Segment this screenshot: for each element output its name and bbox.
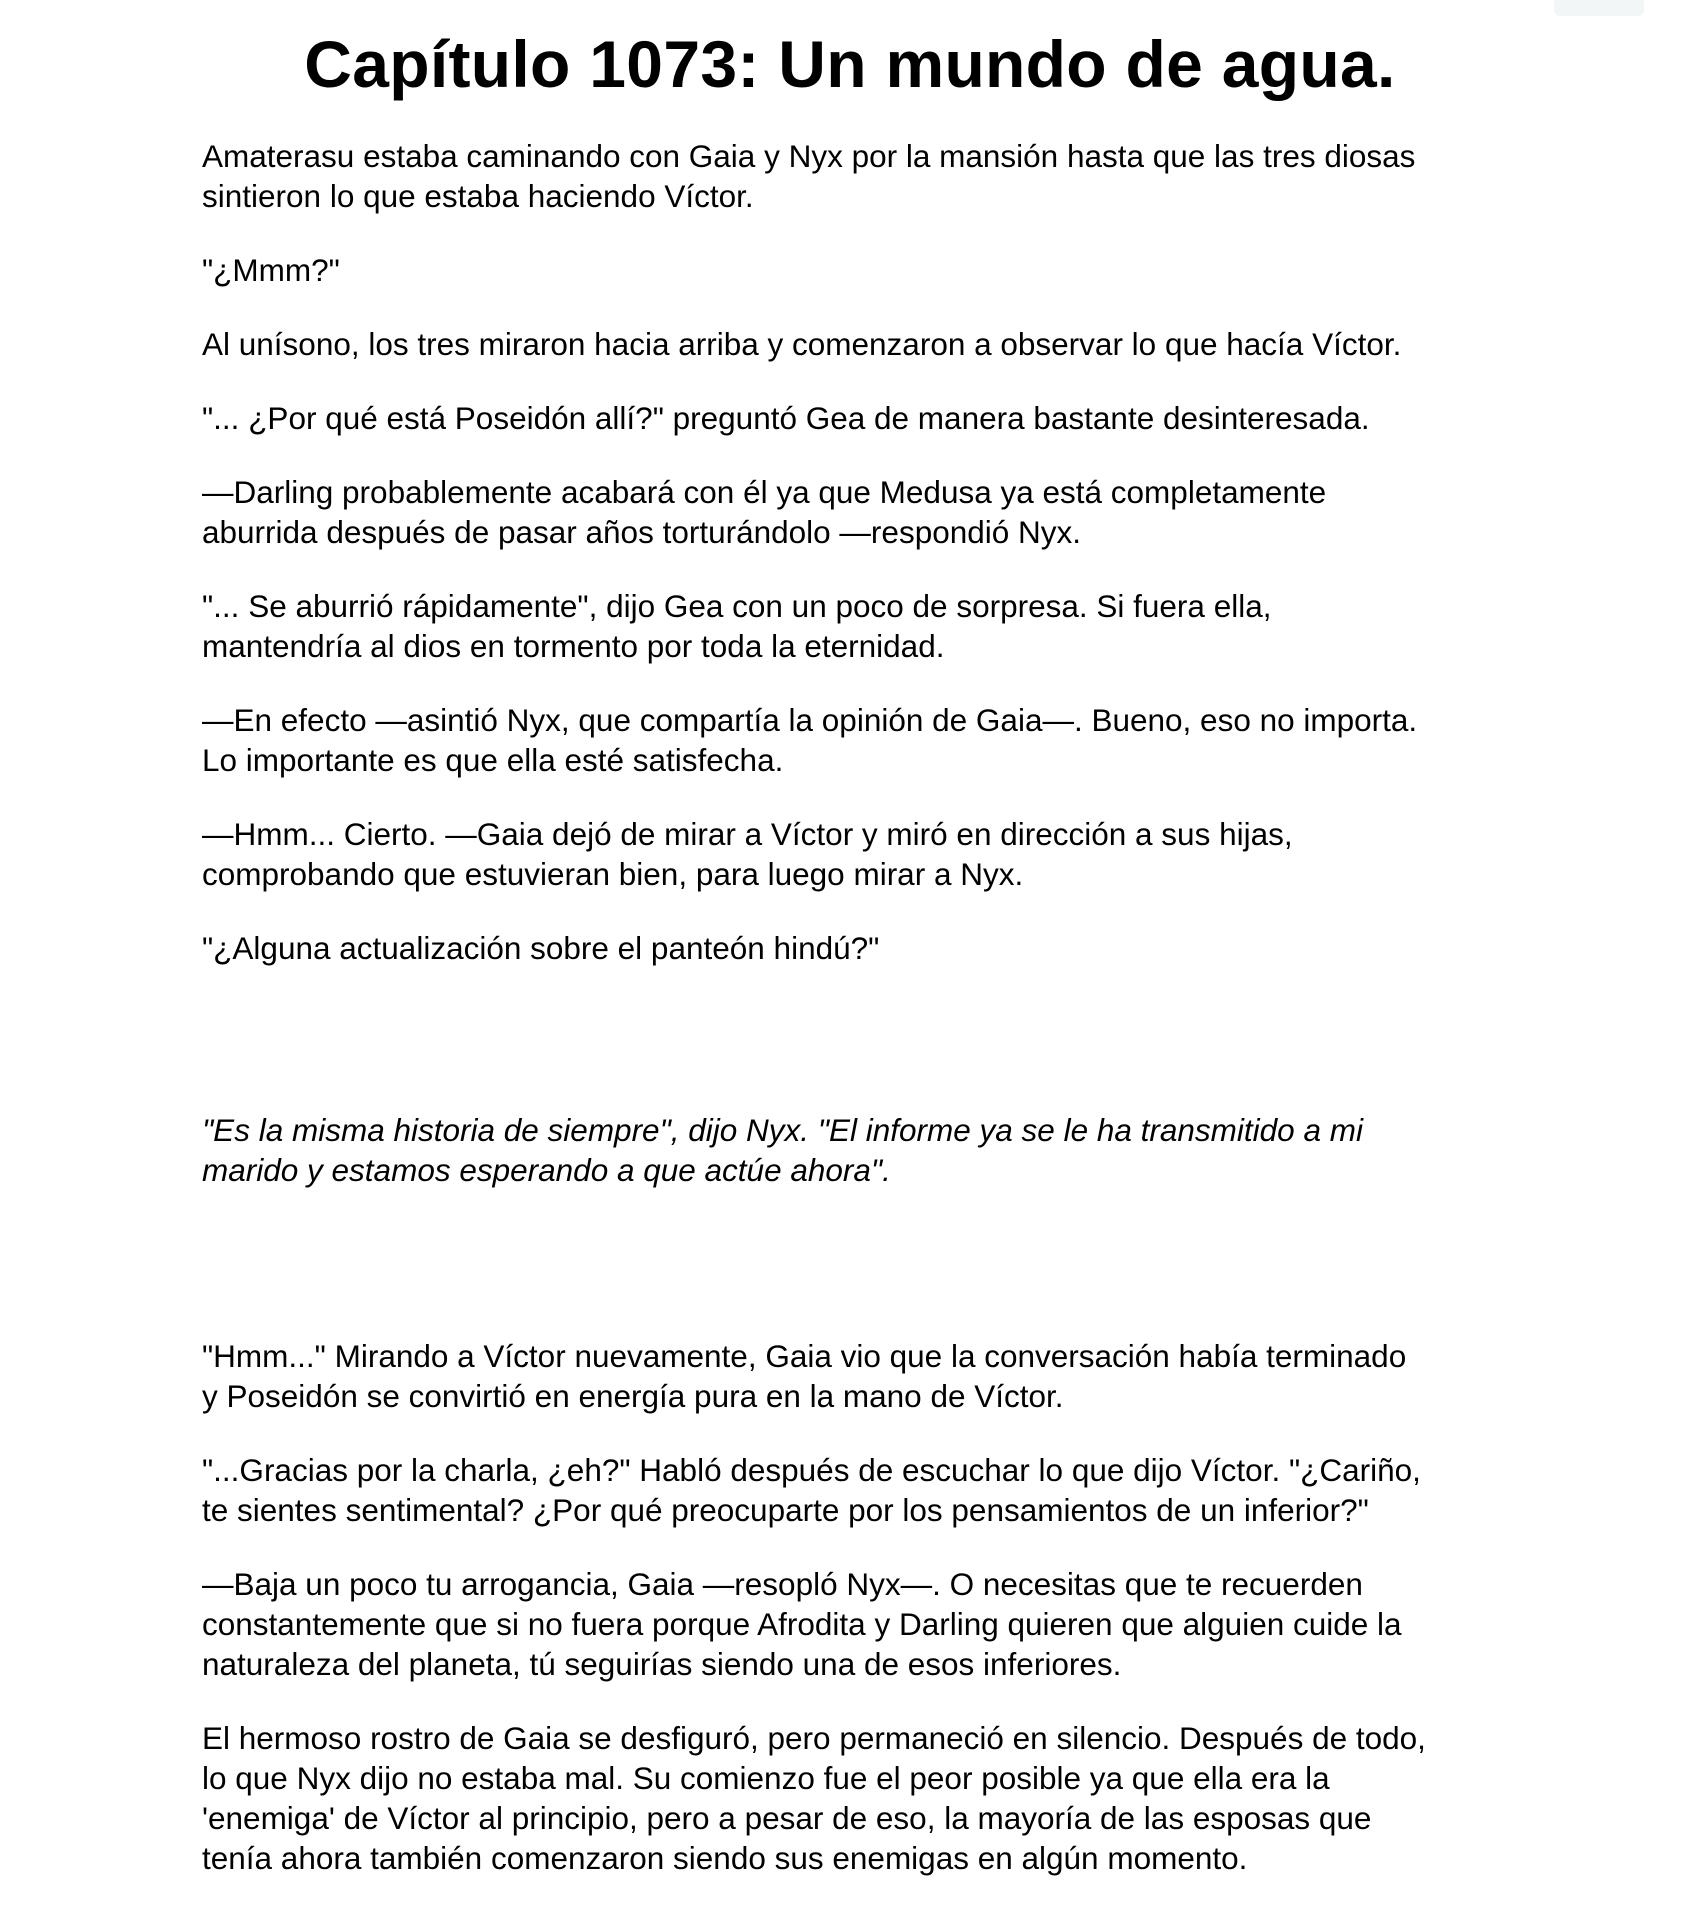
chapter-body [202, 136, 1522, 1912]
paragraph: —Hmm... Cierto. —Gaia dejó de mirar a Víctor y miró en dirección a sus hijas, comprobando que estuvieran bien, para luego mirar a Nyx. [202, 816, 1293, 892]
paragraph: "...Gracias por la charla, ¿eh?" Habló después de escuchar lo que dijo Víctor. "¿Cariño, te sientes sentimental? ¿Por qué preocuparte por los pensamientos de un inferior?" [202, 1452, 1421, 1528]
paragraph: "... Se aburrió rápidamente", dijo Gea con un poco de sorpresa. Si fuera ella, mantendría al dios en tormento por toda la eternidad. [202, 588, 1272, 664]
italic-paragraph: "Es la misma historia de siempre", dijo Nyx. "El informe ya se le ha transmitido a mi marido y estamos esperando a que actúe ahora". [202, 1112, 1363, 1188]
paragraph: "Hmm..." Mirando a Víctor nuevamente, Gaia vio que la conversación había terminado y Poseidón se convirtió en energía pura en la mano de Víctor. [202, 1338, 1407, 1414]
paragraph: —Darling probablemente acabará con él ya que Medusa ya está completamente aburrida después de pasar años torturándolo —respondió Nyx. [202, 474, 1327, 550]
paragraph: "... ¿Por qué está Poseidón allí?" preguntó Gea de manera bastante desinteresada. [202, 400, 1370, 436]
section-gap [202, 1002, 1522, 1110]
paragraph: —Baja un poco tu arrogancia, Gaia —resopló Nyx—. O necesitas que te recuerden constantemente que si no fuera porque Afrodita y Darling quieren que alguien cuide la naturaleza del planeta, tú seguirías siendo una de esos inferiores. [202, 1566, 1402, 1682]
paragraph: Al unísono, los tres miraron hacia arriba y comenzaron a observar lo que hacía Víctor. [202, 326, 1402, 362]
paragraph: Amaterasu estaba caminando con Gaia y Nyx por la mansión hasta que las tres diosas sintieron lo que estaba haciendo Víctor. [202, 138, 1416, 214]
paragraph: —En efecto —asintió Nyx, que compartía la opinión de Gaia—. Bueno, eso no importa. Lo importante es que ella esté satisfecha. [202, 702, 1418, 778]
paragraph: "¿Mmm?" [202, 252, 340, 288]
paragraph: "¿Alguna actualización sobre el panteón hindú?" [202, 930, 880, 966]
section-gap [202, 1224, 1522, 1336]
chapter-title: Capítulo 1073: Un mundo de agua. [304, 27, 1396, 101]
corner-tab-mark [1554, 0, 1644, 16]
paragraph: El hermoso rostro de Gaia se desfiguró, pero permaneció en silencio. Después de todo, lo que Nyx dijo no estaba mal. Su comienzo fue el peor posible ya que ella era la 'enemiga' de Víctor al principio, pero a pesar de eso, la mayoría de las esposas que tenía ahora también comenzaron siendo sus enemigas en algún momento. [202, 1720, 1426, 1876]
